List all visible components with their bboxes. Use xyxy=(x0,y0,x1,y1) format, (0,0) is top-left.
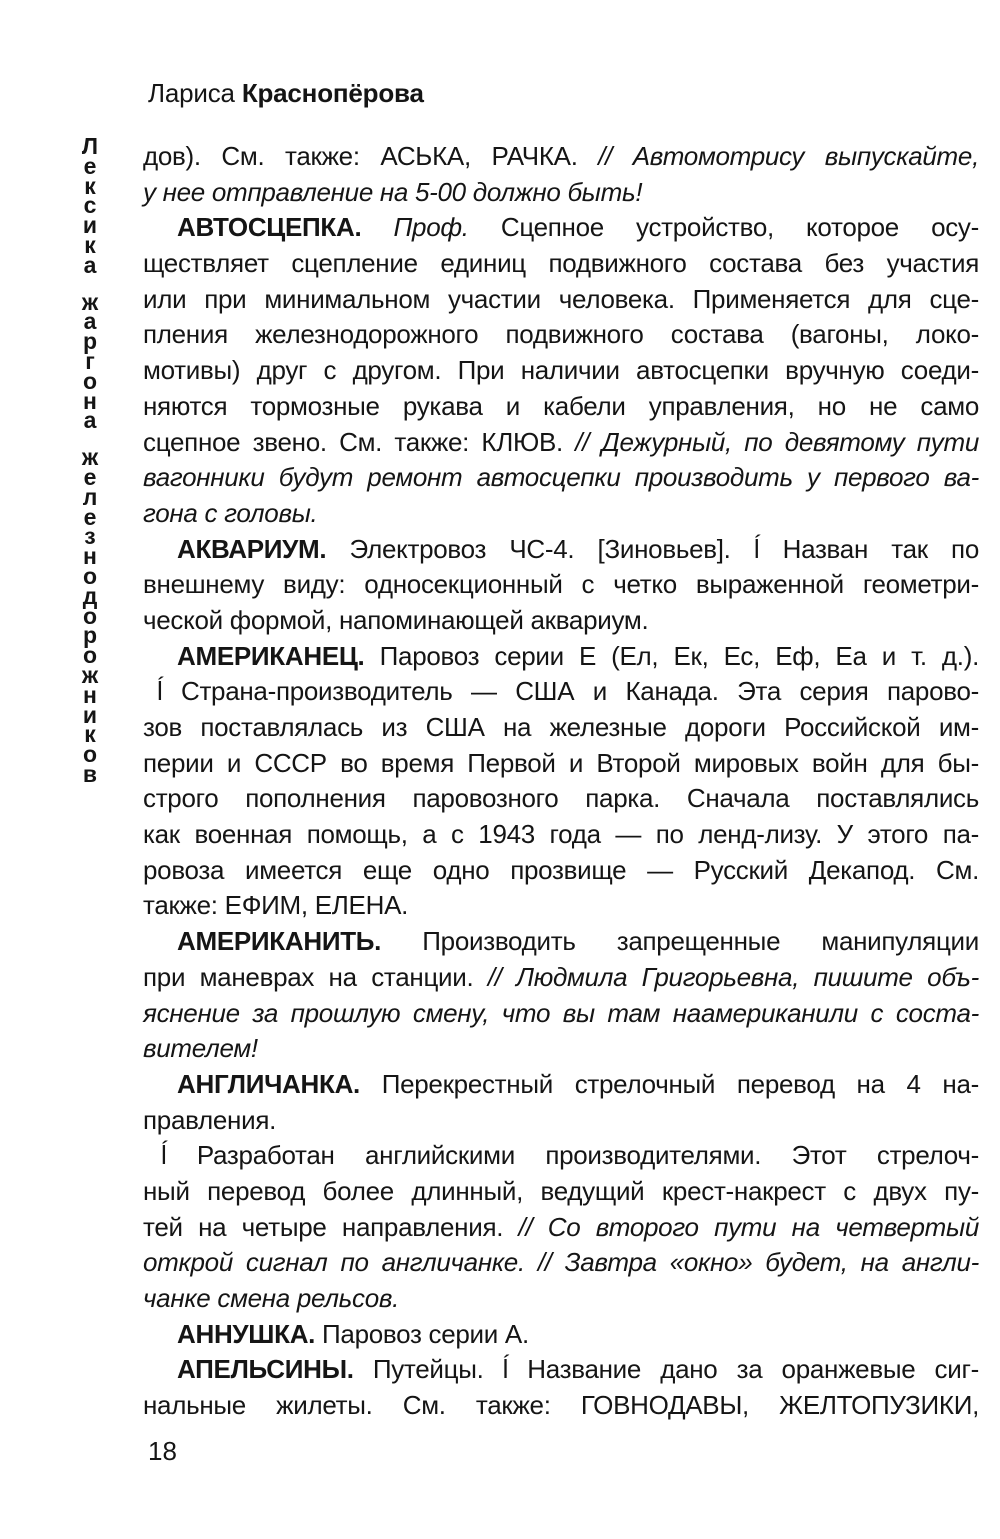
text-line xyxy=(143,1174,979,1210)
body-text: пления железнодорожного подвижного состава (вагоны, локо- xyxy=(143,319,979,350)
sidebar-letter: и xyxy=(82,701,98,728)
text-line xyxy=(143,1245,979,1281)
sidebar-letter: н xyxy=(83,387,97,414)
example-text: // Со второго пути на четвертый xyxy=(518,1211,979,1242)
body-text: ровоза имеется еще одно прозвище — Русский Декапод. См. xyxy=(143,854,979,885)
vertical-title xyxy=(71,133,109,787)
text-line xyxy=(143,1352,979,1388)
sidebar-letter: к xyxy=(84,172,96,199)
example-text: вагонники будут ремонт автосцепки производить у первого ва- xyxy=(143,462,979,493)
sidebar-letter: е xyxy=(83,463,97,490)
page-body xyxy=(143,139,979,1424)
text-line xyxy=(143,139,979,175)
sidebar-letter: р xyxy=(82,622,98,649)
body-text: Перекрестный стрелочный перевод на 4 на- xyxy=(381,1068,980,1099)
sidebar-letter: о xyxy=(82,642,98,669)
sidebar-letter: Л xyxy=(81,133,99,159)
running-head xyxy=(148,78,424,109)
sidebar-letter: з xyxy=(84,523,96,550)
body-text: няются тормозные рукава и кабели управления, но не само xyxy=(143,390,979,421)
sidebar-letter: д xyxy=(82,582,98,609)
body-text: ĺ Страна-производитель — США и Канада. Эта серия парово- xyxy=(157,676,979,707)
headword: АПЕЛЬСИНЫ. xyxy=(177,1354,373,1385)
body-text: внешнему виду: односекционный с четко выраженной геометри- xyxy=(143,569,979,600)
body-text: Электровоз ЧС-4. [Зиновьев]. ĺ Назван так по xyxy=(349,533,979,564)
entry-amerikanit xyxy=(143,924,979,1067)
sidebar-letter: о xyxy=(82,367,98,394)
sidebar-letter: о xyxy=(82,741,98,768)
example-text: у нее отправление на 5-00 должно быть! xyxy=(143,176,643,207)
headword: АНГЛИЧАНКА. xyxy=(177,1068,382,1099)
body-text: тей на четыре направления. xyxy=(143,1211,519,1242)
body-text: Путейцы. ĺ Название дано за оранжевые сиг- xyxy=(372,1354,979,1385)
example-text: Проф. xyxy=(393,212,501,243)
text-line xyxy=(143,639,979,675)
text-line xyxy=(143,389,979,425)
text-line xyxy=(143,888,979,924)
sidebar-letter: а xyxy=(83,308,97,335)
text-line xyxy=(143,1317,979,1353)
text-line xyxy=(143,246,979,282)
sidebar-letter: о xyxy=(82,602,98,629)
entry-amerikanec-note xyxy=(143,674,979,924)
body-text: правления. xyxy=(143,1104,277,1135)
sidebar-letter: ж xyxy=(81,661,99,688)
headword: АННУШКА. xyxy=(177,1318,323,1349)
text-line xyxy=(143,175,979,211)
text-line xyxy=(143,282,979,318)
body-text: сцепное звено. См. также: КЛЮВ. xyxy=(143,426,576,457)
headword: АВТОСЦЕПКА. xyxy=(177,212,394,243)
entry-apelsiny xyxy=(143,1352,979,1423)
text-line xyxy=(143,674,979,710)
text-line xyxy=(143,460,979,496)
text-line xyxy=(143,603,979,639)
body-text: ческой формой, напоминающей аквариум. xyxy=(143,604,649,635)
body-text: нальные жилеты. См. также: ГОВНОДАВЫ, ЖЕЛТОПУЗИКИ, xyxy=(143,1390,979,1421)
text-line xyxy=(143,1031,979,1067)
body-text: Паровоз серии Е (Ел, Ек, Ес, Еф, Еа и т. д.). xyxy=(379,640,979,671)
sidebar-letter: к xyxy=(84,231,96,258)
text-line xyxy=(143,353,979,389)
text-line xyxy=(143,1281,979,1317)
text-line xyxy=(143,1067,979,1103)
example-text: // Людмила Григорьевна, пишите объ- xyxy=(487,961,979,992)
headword: АКВАРИУМ. xyxy=(177,533,350,564)
example-text: // Дежурный, по девятому пути xyxy=(575,426,979,457)
text-line xyxy=(143,817,979,853)
entry-annushka xyxy=(143,1317,979,1353)
body-text: при маневрах на станции. xyxy=(143,961,488,992)
entry-akvarium xyxy=(143,532,979,639)
text-line xyxy=(143,746,979,782)
sidebar-letter: е xyxy=(83,152,97,179)
body-text: ный перевод более длинный, ведущий крест-накрест с двух пу- xyxy=(143,1175,979,1206)
example-text: открой сигнал по англичанке. // Завтра «окно» будет, на англи- xyxy=(143,1247,979,1278)
sidebar-letter: н xyxy=(83,681,97,708)
entry-anglichanka xyxy=(143,1067,979,1138)
body-text: Сцепное устройство, которое осу- xyxy=(500,212,979,243)
body-text: ĺ Разработан английскими производителями. Этот стрелоч- xyxy=(161,1140,979,1171)
sidebar-letter: к xyxy=(84,721,96,748)
text-line xyxy=(143,996,979,1032)
sidebar-letter: ж xyxy=(81,444,99,471)
text-line xyxy=(143,567,979,603)
entry-continuation-avtomotrisa xyxy=(143,139,979,210)
author-last-name: Краснопёрова xyxy=(241,78,424,108)
body-text: мотивы) друг с другом. При наличии автосцепки вручную соеди- xyxy=(143,355,979,386)
entry-amerikanec xyxy=(143,639,979,675)
headword: АМЕРИКАНЕЦ. xyxy=(177,640,380,671)
sidebar-letter: г xyxy=(85,347,95,374)
text-line xyxy=(143,710,979,746)
body-text: перии и СССР во время Первой и Второй мировых войн для бы- xyxy=(143,747,979,778)
sidebar-letter: а xyxy=(83,251,97,278)
sidebar-letter: о xyxy=(82,562,98,589)
sidebar-letter: р xyxy=(82,328,98,355)
text-line xyxy=(143,317,979,353)
text-line xyxy=(143,532,979,568)
body-text: строго пополнения паровозного парка. Сначала поставлялись xyxy=(143,783,979,814)
text-line xyxy=(143,496,979,532)
sidebar-letter: н xyxy=(83,543,97,570)
body-text: или при минимальном участии человека. Применяется для сце- xyxy=(143,283,979,314)
text-line xyxy=(143,960,979,996)
headword: АМЕРИКАНИТЬ. xyxy=(177,926,423,957)
example-text: вителем! xyxy=(143,1033,258,1064)
body-text: дов). См. также: АСЬКА, РАЧКА. xyxy=(143,141,599,171)
body-text: как военная помощь, а с 1943 года — по ленд-лизу. У этого па- xyxy=(143,819,979,850)
text-line xyxy=(143,425,979,461)
example-text: чанке смена рельсов. xyxy=(143,1283,400,1313)
text-line xyxy=(143,210,979,246)
text-line xyxy=(143,1103,979,1139)
body-text: также: ЕФИМ, ЕЛЕНА. xyxy=(143,890,409,921)
sidebar-letter: с xyxy=(83,192,97,219)
entry-anglichanka-note xyxy=(143,1138,979,1316)
body-text: Паровоз серии А. xyxy=(322,1318,529,1349)
entry-avtoscepka xyxy=(143,210,979,531)
text-line xyxy=(143,781,979,817)
sidebar-letter: л xyxy=(82,483,98,510)
body-text: зов поставлялась из США на железные дороги Российской им- xyxy=(143,712,979,742)
sidebar-letter: и xyxy=(82,212,98,239)
sidebar-letter: а xyxy=(83,407,97,434)
author-first-name: Лариса xyxy=(148,78,235,108)
sidebar-letter: е xyxy=(83,503,97,530)
text-line xyxy=(143,1138,979,1174)
sidebar-letter: ж xyxy=(81,288,99,315)
sidebar-letter: в xyxy=(82,760,98,787)
text-line xyxy=(143,1388,979,1424)
text-line xyxy=(143,924,979,960)
page-number: 18 xyxy=(148,1436,177,1466)
example-text: // Автомотрису выпускайте, xyxy=(598,141,979,171)
example-text: яснение за прошлую смену, что вы там наамериканили с соста- xyxy=(143,997,979,1028)
text-line xyxy=(143,1210,979,1246)
example-text: гона с головы. xyxy=(143,497,318,528)
text-line xyxy=(143,853,979,889)
body-text: Производить запрещенные манипуляции xyxy=(422,926,979,957)
body-text: ществляет сцепление единиц подвижного состава без участия xyxy=(143,248,979,279)
